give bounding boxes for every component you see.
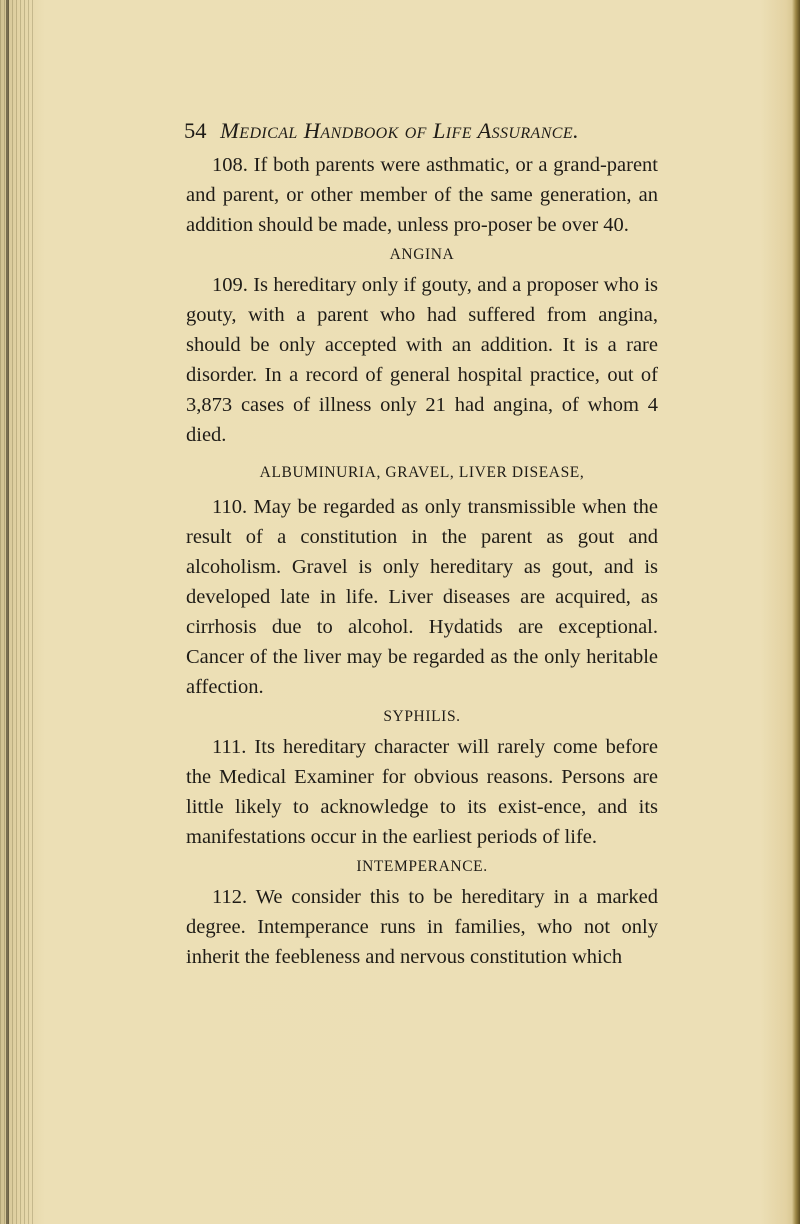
heading-albuminuria: ALBUMINURIA, GRAVEL, LIVER DISEASE, bbox=[259, 464, 585, 481]
heading-angina: ANGINA bbox=[389, 246, 455, 263]
paragraph-108: 108. If both parents were asthmatic, or a grand-parent and parent, or other member of the same generation, an addition should be made, unless pro-poser be over 40. bbox=[186, 154, 658, 236]
heading-intemperance: INTEMPERANCE. bbox=[356, 858, 488, 875]
paragraph-112: 112. We consider this to be hereditary in a marked degree. Intemperance runs in families, who not only inherit the feebleness and nervous constitution which bbox=[186, 886, 658, 968]
running-title: Medical Handbook of Life Assurance. bbox=[220, 118, 580, 143]
paragraph-110: 110. May be regarded as only transmissible when the result of a constitution in the parent as gout and alcoholism. Gravel is only hereditary as gout, and is developed late in life. Liver diseases are acquired, as cirrhosis due to alcohol. Hydatids are exceptional. Cancer of the liver may be regarded as the only heritable affection. bbox=[186, 496, 658, 698]
gutter-shadow bbox=[6, 0, 9, 1224]
running-header bbox=[184, 116, 658, 150]
page-number: 54 bbox=[184, 118, 207, 143]
page-edge bbox=[792, 0, 800, 1224]
paragraph-109: 109. Is hereditary only if gouty, and a proposer who is gouty, with a parent who had suffered from angina, should be only accepted with an addition. It is a rare disorder. In a record of general hospital practice, out of 3,873 cases of illness only 21 had angina, of whom 4 died. bbox=[186, 274, 658, 446]
paragraph-111: 111. Its hereditary character will rarely come before the Medical Examiner for obvious reasons. Persons are little likely to acknowledge to its exist-ence, and its manifestations occur in the earliest periods of life. bbox=[186, 736, 658, 848]
page-text bbox=[186, 116, 658, 972]
heading-syphilis: SYPHILIS. bbox=[383, 708, 461, 725]
